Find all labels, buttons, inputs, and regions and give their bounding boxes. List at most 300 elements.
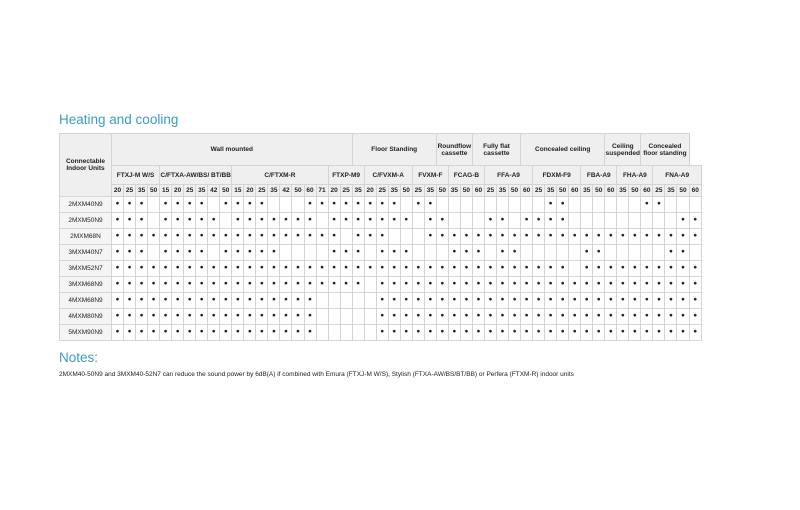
empty-cell: [677, 197, 689, 213]
table-row: [60, 325, 702, 341]
compatible-dot-icon: ●: [424, 229, 436, 245]
compatible-dot-icon: ●: [653, 229, 665, 245]
compatible-dot-icon: ●: [653, 197, 665, 213]
compatible-dot-icon: ●: [304, 277, 316, 293]
empty-cell: [328, 293, 340, 309]
compatible-dot-icon: ●: [653, 277, 665, 293]
empty-cell: [316, 213, 328, 229]
compatible-dot-icon: ●: [364, 261, 376, 277]
empty-cell: [521, 197, 533, 213]
compatible-dot-icon: ●: [316, 277, 328, 293]
compatible-dot-icon: ●: [196, 213, 208, 229]
compatible-dot-icon: ●: [497, 277, 509, 293]
compatible-dot-icon: ●: [497, 261, 509, 277]
compatible-dot-icon: ●: [232, 261, 244, 277]
compatible-dot-icon: ●: [124, 309, 136, 325]
compatible-dot-icon: ●: [220, 197, 232, 213]
compatible-dot-icon: ●: [376, 277, 388, 293]
compatible-dot-icon: ●: [328, 197, 340, 213]
compatible-dot-icon: ●: [472, 293, 484, 309]
empty-cell: [340, 229, 352, 245]
empty-cell: [569, 245, 581, 261]
empty-cell: [509, 213, 521, 229]
compatible-dot-icon: ●: [184, 197, 196, 213]
compatible-dot-icon: ●: [521, 213, 533, 229]
compatible-dot-icon: ●: [521, 277, 533, 293]
capacity-header: 35: [136, 185, 148, 197]
compatible-dot-icon: ●: [581, 293, 593, 309]
compatible-dot-icon: ●: [448, 277, 460, 293]
compatible-dot-icon: ●: [196, 309, 208, 325]
empty-cell: [148, 213, 160, 229]
compatible-dot-icon: ●: [232, 309, 244, 325]
empty-cell: [617, 213, 629, 229]
compatible-dot-icon: ●: [388, 261, 400, 277]
compatible-dot-icon: ●: [689, 261, 702, 277]
compatible-dot-icon: ●: [124, 277, 136, 293]
compatible-dot-icon: ●: [545, 229, 557, 245]
compatible-dot-icon: ●: [232, 229, 244, 245]
compatible-dot-icon: ●: [352, 261, 364, 277]
compatible-dot-icon: ●: [172, 245, 184, 261]
empty-cell: [629, 213, 641, 229]
compatible-dot-icon: ●: [352, 213, 364, 229]
compatible-dot-icon: ●: [388, 325, 400, 341]
outdoor-unit-label: 3MXM52N7: [60, 261, 112, 277]
compatible-dot-icon: ●: [256, 293, 268, 309]
compatible-dot-icon: ●: [689, 325, 702, 341]
compatible-dot-icon: ●: [232, 213, 244, 229]
compatible-dot-icon: ●: [292, 213, 304, 229]
compatible-dot-icon: ●: [112, 229, 124, 245]
compatible-dot-icon: ●: [328, 277, 340, 293]
capacity-header: 25: [340, 185, 352, 197]
compatible-dot-icon: ●: [412, 325, 424, 341]
compatible-dot-icon: ●: [232, 277, 244, 293]
compatible-dot-icon: ●: [521, 261, 533, 277]
empty-cell: [448, 197, 460, 213]
compatible-dot-icon: ●: [677, 293, 689, 309]
compatible-dot-icon: ●: [172, 309, 184, 325]
table-row: [60, 293, 702, 309]
empty-cell: [557, 245, 569, 261]
empty-cell: [436, 197, 448, 213]
compatible-dot-icon: ●: [412, 293, 424, 309]
table-row: [60, 261, 702, 277]
compatible-dot-icon: ●: [400, 293, 412, 309]
compatible-dot-icon: ●: [208, 325, 220, 341]
capacity-header: 50: [436, 185, 448, 197]
compatible-dot-icon: ●: [196, 245, 208, 261]
compatible-dot-icon: ●: [148, 277, 160, 293]
compatible-dot-icon: ●: [208, 213, 220, 229]
compatible-dot-icon: ●: [460, 277, 472, 293]
compatible-dot-icon: ●: [677, 261, 689, 277]
compatible-dot-icon: ●: [388, 213, 400, 229]
compatible-dot-icon: ●: [136, 245, 148, 261]
empty-cell: [340, 325, 352, 341]
compatible-dot-icon: ●: [545, 213, 557, 229]
compatible-dot-icon: ●: [605, 309, 617, 325]
compatible-dot-icon: ●: [184, 261, 196, 277]
compatible-dot-icon: ●: [569, 293, 581, 309]
compatible-dot-icon: ●: [364, 197, 376, 213]
compatible-dot-icon: ●: [112, 325, 124, 341]
compatible-dot-icon: ●: [256, 277, 268, 293]
compatible-dot-icon: ●: [460, 325, 472, 341]
compatible-dot-icon: ●: [244, 293, 256, 309]
capacity-header: 60: [521, 185, 533, 197]
capacity-header: 50: [629, 185, 641, 197]
compatible-dot-icon: ●: [148, 325, 160, 341]
compatible-dot-icon: ●: [304, 293, 316, 309]
compatible-dot-icon: ●: [689, 309, 702, 325]
capacity-header: 71: [316, 185, 328, 197]
compatible-dot-icon: ●: [617, 261, 629, 277]
model-header: FFA-A9: [484, 166, 532, 185]
capacity-header: 25: [256, 185, 268, 197]
capacity-header: 60: [689, 185, 702, 197]
compatible-dot-icon: ●: [340, 213, 352, 229]
group-header: Ceiling suspended: [605, 134, 641, 166]
compatible-dot-icon: ●: [148, 261, 160, 277]
compatible-dot-icon: ●: [316, 197, 328, 213]
compatible-dot-icon: ●: [292, 261, 304, 277]
compatible-dot-icon: ●: [460, 293, 472, 309]
compatible-dot-icon: ●: [400, 245, 412, 261]
capacity-header: 25: [184, 185, 196, 197]
compatible-dot-icon: ●: [665, 325, 677, 341]
empty-cell: [328, 325, 340, 341]
empty-cell: [581, 197, 593, 213]
compatible-dot-icon: ●: [557, 309, 569, 325]
compatible-dot-icon: ●: [629, 309, 641, 325]
compatible-dot-icon: ●: [256, 261, 268, 277]
compatible-dot-icon: ●: [244, 261, 256, 277]
compatible-dot-icon: ●: [460, 245, 472, 261]
model-header: C/FTXM-R: [232, 166, 328, 185]
capacity-header: 60: [641, 185, 653, 197]
empty-cell: [545, 245, 557, 261]
capacity-header: 35: [665, 185, 677, 197]
outdoor-unit-label: 4MXM68N9: [60, 293, 112, 309]
compatible-dot-icon: ●: [376, 229, 388, 245]
compatible-dot-icon: ●: [268, 277, 280, 293]
compatible-dot-icon: ●: [641, 309, 653, 325]
compatible-dot-icon: ●: [160, 325, 172, 341]
compatible-dot-icon: ●: [376, 261, 388, 277]
compatible-dot-icon: ●: [497, 325, 509, 341]
empty-cell: [292, 197, 304, 213]
compatible-dot-icon: ●: [436, 213, 448, 229]
compatible-dot-icon: ●: [424, 197, 436, 213]
outdoor-unit-label: 2MXM68N: [60, 229, 112, 245]
compatible-dot-icon: ●: [689, 229, 702, 245]
compatible-dot-icon: ●: [605, 277, 617, 293]
capacity-header: 42: [208, 185, 220, 197]
empty-cell: [665, 197, 677, 213]
compatible-dot-icon: ●: [448, 261, 460, 277]
compatible-dot-icon: ●: [244, 309, 256, 325]
compatible-dot-icon: ●: [256, 325, 268, 341]
compatible-dot-icon: ●: [268, 325, 280, 341]
capacity-header: 50: [148, 185, 160, 197]
compatible-dot-icon: ●: [316, 261, 328, 277]
compatible-dot-icon: ●: [280, 309, 292, 325]
model-header: FTXJ-M W/S: [112, 166, 160, 185]
compatible-dot-icon: ●: [424, 261, 436, 277]
compatible-dot-icon: ●: [280, 277, 292, 293]
compatible-dot-icon: ●: [184, 293, 196, 309]
compatible-dot-icon: ●: [557, 325, 569, 341]
compatible-dot-icon: ●: [484, 277, 496, 293]
compatible-dot-icon: ●: [521, 325, 533, 341]
capacity-header: 50: [593, 185, 605, 197]
compatible-dot-icon: ●: [148, 293, 160, 309]
compatible-dot-icon: ●: [232, 325, 244, 341]
compatible-dot-icon: ●: [448, 293, 460, 309]
compatible-dot-icon: ●: [268, 261, 280, 277]
compatible-dot-icon: ●: [196, 277, 208, 293]
compatible-dot-icon: ●: [497, 229, 509, 245]
compatible-dot-icon: ●: [665, 277, 677, 293]
compatible-dot-icon: ●: [436, 293, 448, 309]
compatible-dot-icon: ●: [593, 229, 605, 245]
compatible-dot-icon: ●: [509, 309, 521, 325]
compatible-dot-icon: ●: [160, 245, 172, 261]
compatible-dot-icon: ●: [256, 213, 268, 229]
compatible-dot-icon: ●: [509, 245, 521, 261]
compatible-dot-icon: ●: [593, 261, 605, 277]
compatible-dot-icon: ●: [124, 261, 136, 277]
compatible-dot-icon: ●: [256, 197, 268, 213]
compatible-dot-icon: ●: [124, 229, 136, 245]
compatible-dot-icon: ●: [617, 277, 629, 293]
group-header: Fully flat cassette: [472, 134, 520, 166]
capacity-header: 50: [220, 185, 232, 197]
compatible-dot-icon: ●: [196, 197, 208, 213]
compatible-dot-icon: ●: [484, 325, 496, 341]
capacity-header: 42: [280, 185, 292, 197]
compatible-dot-icon: ●: [641, 229, 653, 245]
empty-cell: [629, 245, 641, 261]
group-header: Roundflow cassette: [436, 134, 472, 166]
compatible-dot-icon: ●: [472, 229, 484, 245]
compatible-dot-icon: ●: [280, 325, 292, 341]
compatible-dot-icon: ●: [112, 309, 124, 325]
compatible-dot-icon: ●: [184, 325, 196, 341]
compatible-dot-icon: ●: [689, 213, 702, 229]
compatible-dot-icon: ●: [352, 229, 364, 245]
notes-title: Notes:: [59, 350, 99, 365]
compatible-dot-icon: ●: [268, 309, 280, 325]
compatible-dot-icon: ●: [593, 245, 605, 261]
compatible-dot-icon: ●: [665, 261, 677, 277]
compatible-dot-icon: ●: [376, 197, 388, 213]
compatible-dot-icon: ●: [388, 309, 400, 325]
compatible-dot-icon: ●: [677, 245, 689, 261]
outdoor-unit-label: 5MXM90N9: [60, 325, 112, 341]
compatible-dot-icon: ●: [460, 229, 472, 245]
compatible-dot-icon: ●: [136, 293, 148, 309]
empty-cell: [665, 213, 677, 229]
compatible-dot-icon: ●: [424, 277, 436, 293]
compatible-dot-icon: ●: [280, 213, 292, 229]
capacity-header: 35: [388, 185, 400, 197]
compatible-dot-icon: ●: [436, 229, 448, 245]
capacity-header: 35: [617, 185, 629, 197]
compatible-dot-icon: ●: [124, 245, 136, 261]
compatible-dot-icon: ●: [569, 325, 581, 341]
empty-cell: [340, 309, 352, 325]
compatible-dot-icon: ●: [545, 309, 557, 325]
compatible-dot-icon: ●: [677, 213, 689, 229]
compatible-dot-icon: ●: [677, 229, 689, 245]
compatible-dot-icon: ●: [160, 293, 172, 309]
compatible-dot-icon: ●: [629, 229, 641, 245]
compatible-dot-icon: ●: [641, 277, 653, 293]
compatible-dot-icon: ●: [400, 325, 412, 341]
empty-cell: [412, 245, 424, 261]
compatible-dot-icon: ●: [460, 261, 472, 277]
compatible-dot-icon: ●: [256, 229, 268, 245]
compatible-dot-icon: ●: [545, 261, 557, 277]
corner-header: Connectable Indoor Units: [60, 134, 112, 197]
compatible-dot-icon: ●: [641, 293, 653, 309]
capacity-header: 35: [196, 185, 208, 197]
compatible-dot-icon: ●: [340, 277, 352, 293]
compatible-dot-icon: ●: [328, 213, 340, 229]
compatible-dot-icon: ●: [340, 245, 352, 261]
empty-cell: [316, 293, 328, 309]
capacity-header: 35: [268, 185, 280, 197]
compatible-dot-icon: ●: [172, 229, 184, 245]
compatible-dot-icon: ●: [665, 309, 677, 325]
compatible-dot-icon: ●: [557, 229, 569, 245]
compatible-dot-icon: ●: [280, 293, 292, 309]
empty-cell: [617, 245, 629, 261]
compatible-dot-icon: ●: [412, 277, 424, 293]
empty-cell: [400, 229, 412, 245]
compatible-dot-icon: ●: [184, 277, 196, 293]
capacity-header: 35: [352, 185, 364, 197]
compatible-dot-icon: ●: [533, 293, 545, 309]
compatible-dot-icon: ●: [509, 293, 521, 309]
compatible-dot-icon: ●: [497, 245, 509, 261]
compatible-dot-icon: ●: [184, 213, 196, 229]
compatible-dot-icon: ●: [388, 197, 400, 213]
compatible-dot-icon: ●: [448, 325, 460, 341]
compatible-dot-icon: ●: [136, 229, 148, 245]
compatible-dot-icon: ●: [436, 277, 448, 293]
empty-cell: [593, 213, 605, 229]
compatible-dot-icon: ●: [629, 277, 641, 293]
empty-cell: [641, 213, 653, 229]
compatible-dot-icon: ●: [124, 293, 136, 309]
empty-cell: [364, 277, 376, 293]
compatible-dot-icon: ●: [424, 325, 436, 341]
compatible-dot-icon: ●: [424, 309, 436, 325]
compatible-dot-icon: ●: [593, 309, 605, 325]
compatible-dot-icon: ●: [220, 325, 232, 341]
compatible-dot-icon: ●: [545, 293, 557, 309]
compatible-dot-icon: ●: [316, 229, 328, 245]
compatible-dot-icon: ●: [581, 261, 593, 277]
capacity-header: 50: [677, 185, 689, 197]
compatible-dot-icon: ●: [136, 309, 148, 325]
compatible-dot-icon: ●: [304, 309, 316, 325]
capacity-header: 15: [232, 185, 244, 197]
compatible-dot-icon: ●: [160, 277, 172, 293]
empty-cell: [472, 197, 484, 213]
compatible-dot-icon: ●: [136, 325, 148, 341]
compatible-dot-icon: ●: [172, 293, 184, 309]
compatible-dot-icon: ●: [617, 293, 629, 309]
compatible-dot-icon: ●: [184, 309, 196, 325]
outdoor-unit-label: 3MXM68N9: [60, 277, 112, 293]
compatible-dot-icon: ●: [376, 293, 388, 309]
compatible-dot-icon: ●: [160, 197, 172, 213]
empty-cell: [352, 325, 364, 341]
compatible-dot-icon: ●: [605, 325, 617, 341]
compatible-dot-icon: ●: [304, 325, 316, 341]
capacity-header: 25: [124, 185, 136, 197]
capacity-header: 20: [364, 185, 376, 197]
compatible-dot-icon: ●: [112, 277, 124, 293]
compatible-dot-icon: ●: [617, 325, 629, 341]
compatible-dot-icon: ●: [448, 245, 460, 261]
capacity-header: 20: [172, 185, 184, 197]
compatible-dot-icon: ●: [617, 309, 629, 325]
compatible-dot-icon: ●: [400, 261, 412, 277]
compatible-dot-icon: ●: [436, 261, 448, 277]
compatible-dot-icon: ●: [136, 261, 148, 277]
compatible-dot-icon: ●: [400, 309, 412, 325]
compatible-dot-icon: ●: [424, 293, 436, 309]
capacity-header: 50: [557, 185, 569, 197]
empty-cell: [629, 197, 641, 213]
capacity-header: 60: [304, 185, 316, 197]
compatible-dot-icon: ●: [400, 213, 412, 229]
compatible-dot-icon: ●: [124, 325, 136, 341]
compatible-dot-icon: ●: [232, 197, 244, 213]
empty-cell: [569, 213, 581, 229]
empty-cell: [208, 197, 220, 213]
compatible-dot-icon: ●: [172, 325, 184, 341]
compatible-dot-icon: ●: [148, 309, 160, 325]
compatible-dot-icon: ●: [605, 229, 617, 245]
compatible-dot-icon: ●: [136, 277, 148, 293]
model-header: FCAG-B: [448, 166, 484, 185]
compatibility-table: [59, 133, 702, 341]
compatible-dot-icon: ●: [352, 277, 364, 293]
compatible-dot-icon: ●: [533, 309, 545, 325]
empty-cell: [424, 245, 436, 261]
compatible-dot-icon: ●: [521, 293, 533, 309]
compatible-dot-icon: ●: [268, 213, 280, 229]
compatible-dot-icon: ●: [593, 293, 605, 309]
compatible-dot-icon: ●: [220, 245, 232, 261]
compatible-dot-icon: ●: [509, 229, 521, 245]
compatible-dot-icon: ●: [533, 261, 545, 277]
compatible-dot-icon: ●: [292, 229, 304, 245]
compatible-dot-icon: ●: [244, 277, 256, 293]
compatible-dot-icon: ●: [448, 229, 460, 245]
empty-cell: [605, 245, 617, 261]
empty-cell: [292, 245, 304, 261]
compatible-dot-icon: ●: [376, 325, 388, 341]
compatible-dot-icon: ●: [617, 229, 629, 245]
